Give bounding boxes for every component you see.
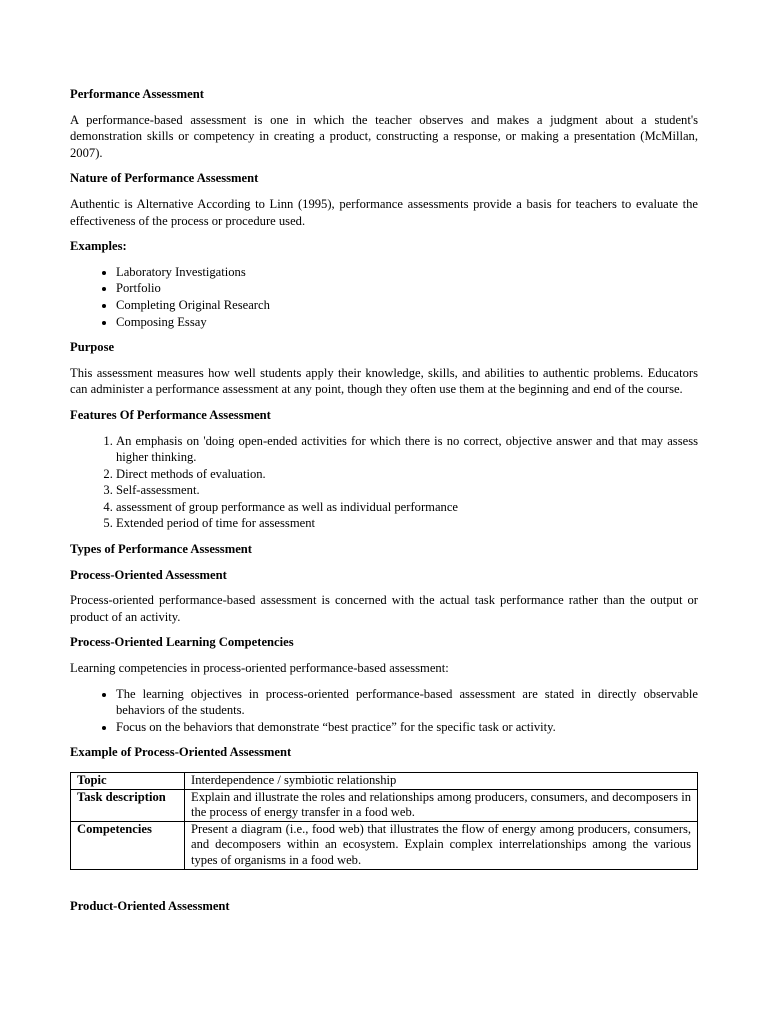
table-key-cell: Topic	[71, 773, 185, 790]
heading-nature: Nature of Performance Assessment	[70, 171, 259, 186]
heading-features: Features Of Performance Assessment	[70, 407, 271, 422]
paragraph-competencies: Learning competencies in process-oriented performance-based assessment:	[70, 661, 449, 676]
list-item: 3. Self-assessment.	[116, 482, 698, 499]
list-item: 5. Extended period of time for assessment	[116, 515, 698, 532]
list-item: • Laboratory Investigations	[116, 264, 698, 281]
table-row	[71, 773, 698, 790]
list-item: • The learning objectives in process-oriented performance-based assessment are stated in directly observable behaviors of the students.	[116, 686, 698, 719]
list-item: • Completing Original Research	[116, 297, 698, 314]
heading-examples: Examples:	[70, 239, 127, 254]
list-item: • Composing Essay	[116, 314, 698, 331]
list-item: • Focus on the behaviors that demonstrate “best practice” for the specific task or activity.	[116, 719, 698, 736]
table-key-cell: Task description	[71, 789, 185, 821]
list-item: • Portfolio	[116, 280, 698, 297]
example-table	[70, 772, 698, 870]
table-value-cell: Present a diagram (i.e., food web) that illustrates the flow of energy among producers, consumers, and decomposers within an ecosystem. Explain complex interrelationships among the various types of organisms in a food web.	[185, 821, 698, 869]
heading-process-oriented: Process-Oriented Assessment	[70, 567, 227, 582]
heading-example-process: Example of Process-Oriented Assessment	[70, 745, 292, 760]
table-key-cell: Competencies	[71, 821, 185, 869]
paragraph-process-oriented: Process-oriented performance-based assessment is concerned with the actual task performance rather than the output or product of an activity.	[70, 593, 698, 624]
competencies-list	[70, 686, 698, 736]
heading-performance-assessment: Performance Assessment	[70, 87, 204, 101]
paragraph-nature: Authentic is Alternative According to Linn (1995), performance assessments provide a basis for teachers to evaluate the effectiveness of the process or procedure used.	[70, 196, 698, 228]
heading-types: Types of Performance Assessment	[70, 542, 252, 557]
features-list	[70, 433, 698, 533]
examples-list	[70, 264, 698, 330]
table-value-cell: Explain and illustrate the roles and relationships among producers, consumers, and decomposers in the process of energy transfer in a food web.	[185, 789, 698, 821]
paragraph-purpose: This assessment measures how well students apply their knowledge, skills, and abilities to authentic problems. Educators can administer a performance assessment at any point, though they often use them at the beginning and end of the course.	[70, 365, 698, 397]
table-row	[71, 789, 698, 821]
list-item: 2. Direct methods of evaluation.	[116, 466, 698, 483]
heading-competencies: Process-Oriented Learning Competencies	[70, 635, 294, 650]
list-item: 4. assessment of group performance as well as individual performance	[116, 499, 698, 516]
heading-product-oriented: Product-Oriented Assessment	[70, 898, 230, 913]
list-item: 1. An emphasis on 'doing open-ended activities for which there is no correct, objective answer and that may assess higher thinking.	[116, 433, 698, 466]
table-value-cell: Interdependence / symbiotic relationship	[185, 773, 698, 790]
heading-purpose: Purpose	[70, 340, 115, 355]
table-row	[71, 821, 698, 869]
document-page	[70, 86, 698, 923]
paragraph-definition: A performance-based assessment is one in which the teacher observes and makes a judgment about a student's demonstration skills or competency in creating a product, constructing a response, or making a presentation (McMillan, 2007).	[70, 112, 698, 160]
